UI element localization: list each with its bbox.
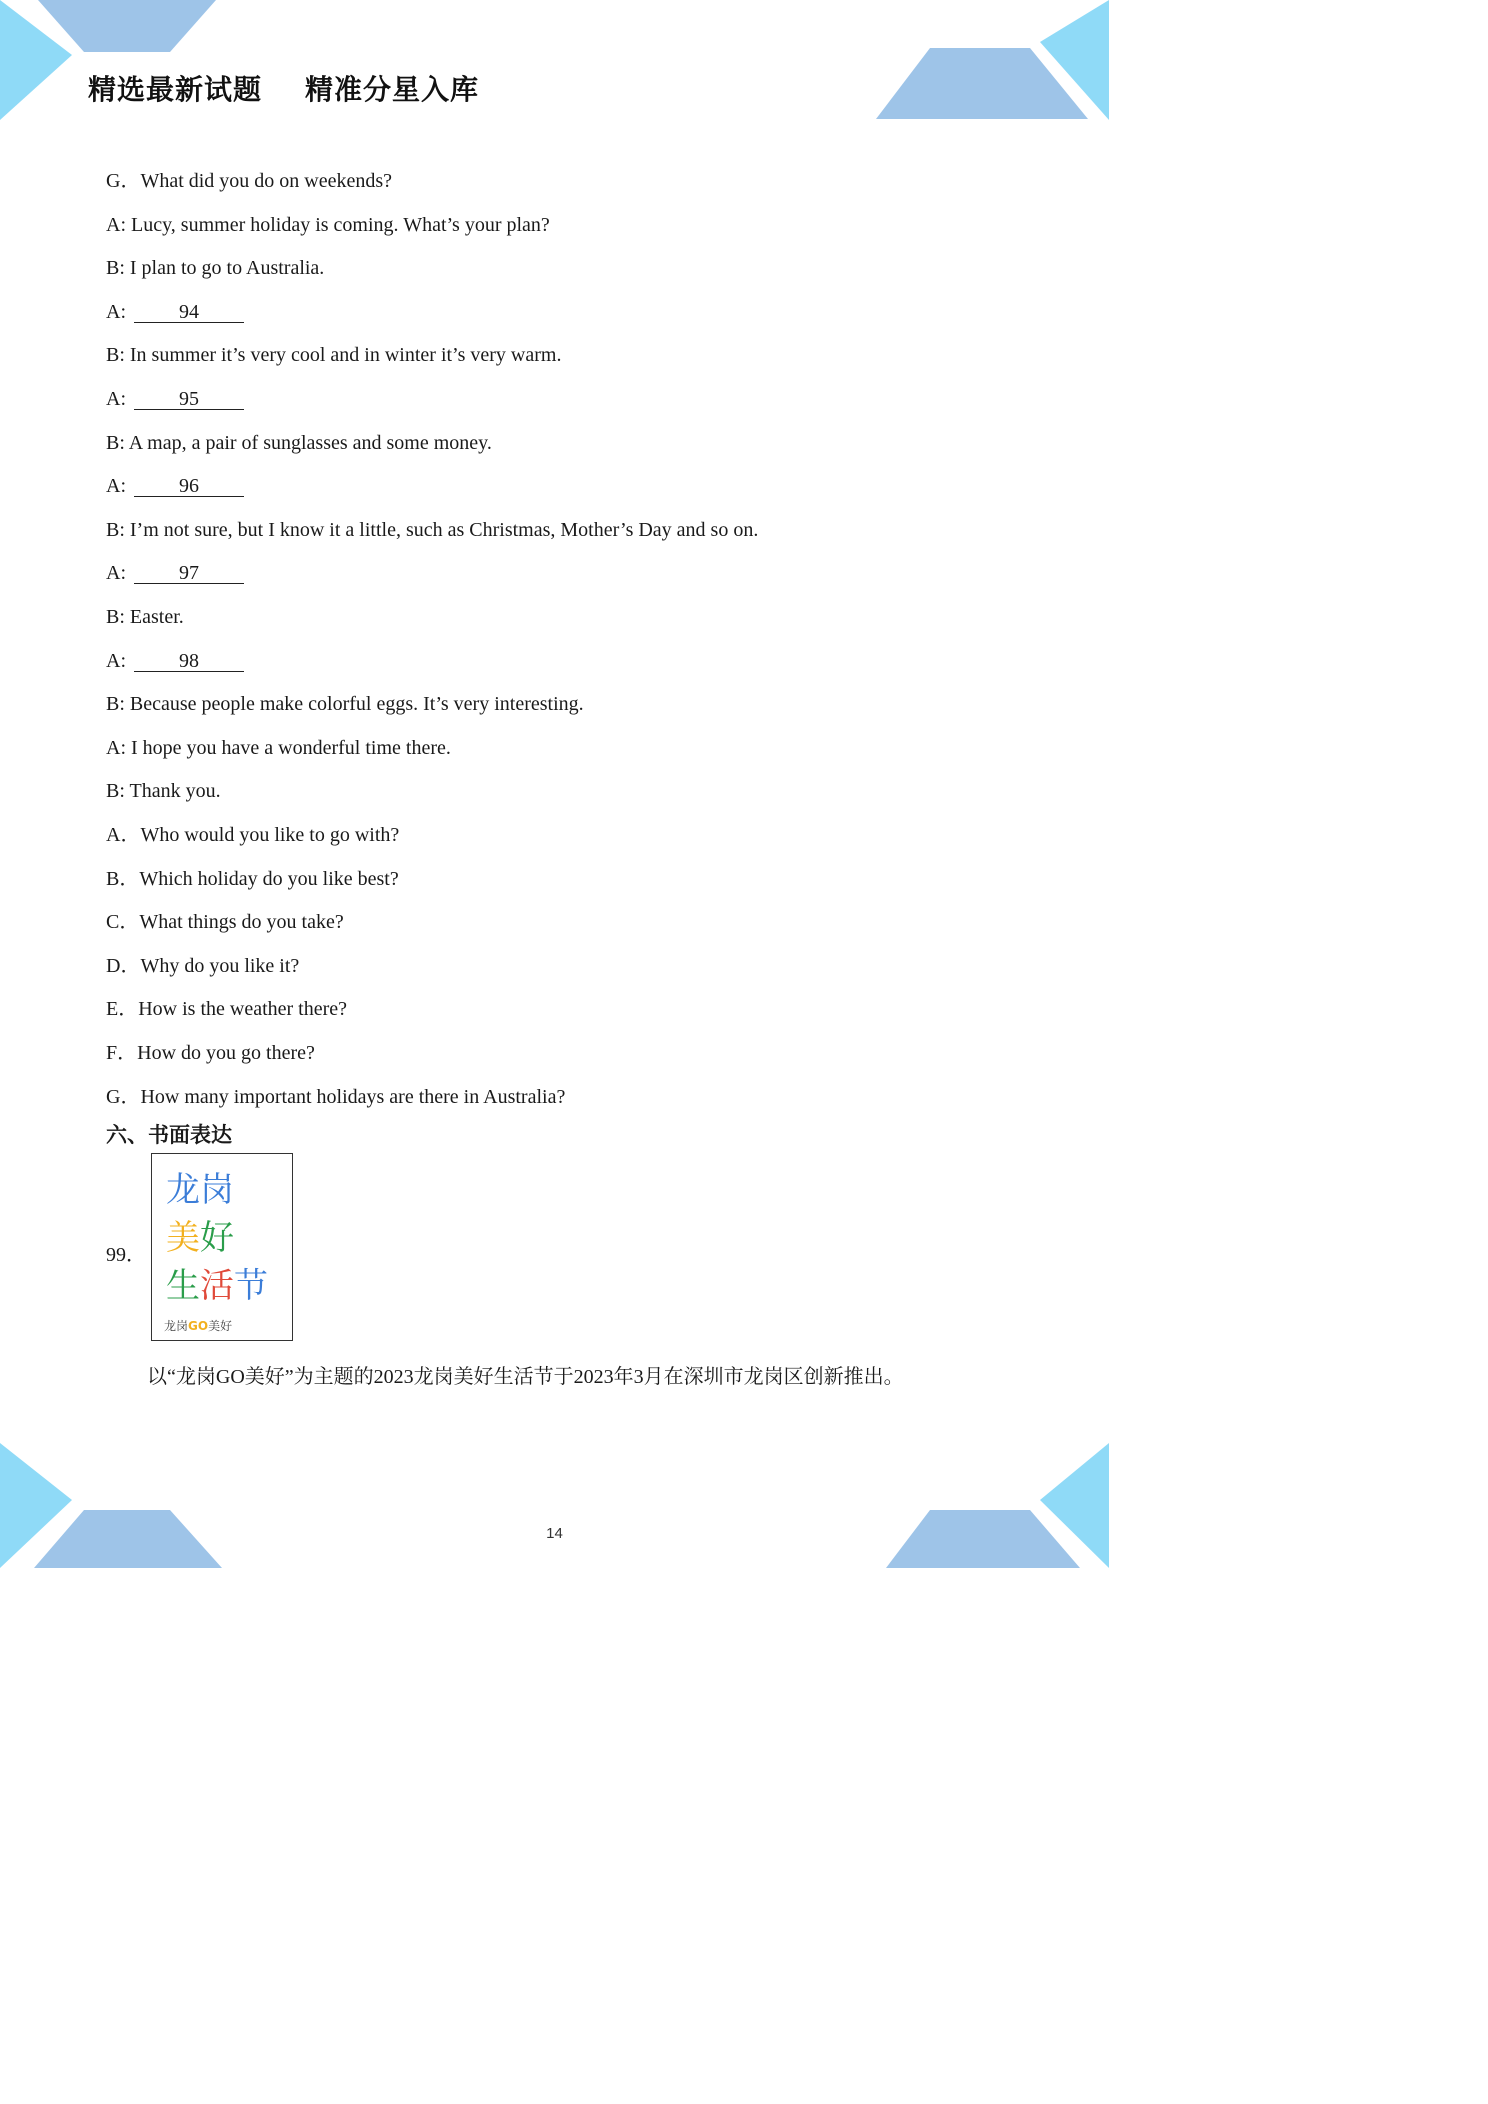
- logo-row: [166, 1268, 268, 1304]
- speaker-label: A:: [106, 562, 126, 585]
- logo-footer-left: 龙岗: [164, 1319, 189, 1333]
- dialogue-blank-line: [106, 649, 244, 673]
- page-number: 14: [546, 1525, 563, 1542]
- dialogue-line: B．Which holiday do you like best?: [106, 867, 399, 890]
- top-left-trapezoid: [38, 0, 216, 52]
- dialogue-line: D．Why do you like it?: [106, 954, 300, 977]
- logo-character: 岗: [200, 1170, 234, 1210]
- dialogue-line: B: Thank you.: [106, 780, 221, 803]
- speaker-label: A:: [106, 649, 126, 672]
- dialogue-blank-line: [106, 387, 244, 411]
- dialogue-line: A: Lucy, summer holiday is coming. What’s your plan?: [106, 213, 550, 236]
- answer-blank: 94: [134, 302, 244, 323]
- speaker-label: A:: [106, 475, 126, 498]
- festival-logo-image: [151, 1153, 293, 1341]
- logo-character: 龙: [166, 1170, 200, 1210]
- answer-blank: 97: [134, 563, 244, 584]
- dialogue-blank-line: [106, 300, 244, 324]
- logo-footer-right: 美好: [208, 1319, 233, 1333]
- dialogue-blank-line: [106, 474, 244, 498]
- logo-character: 美: [166, 1218, 200, 1258]
- dialogue-line: A: I hope you have a wonderful time there.: [106, 736, 451, 759]
- answer-blank: 95: [134, 389, 244, 410]
- speaker-label: A:: [106, 300, 126, 323]
- logo-footer: [164, 1317, 232, 1334]
- answer-blank: 98: [134, 651, 244, 672]
- dialogue-line: B: In summer it’s very cool and in winter it’s very warm.: [106, 344, 562, 367]
- dialogue-line: E．How is the weather there?: [106, 998, 348, 1021]
- dialogue-line: G．What did you do on weekends?: [106, 170, 393, 192]
- section-heading: 六、书面表达: [106, 1123, 232, 1147]
- question-number: 99．: [106, 1244, 146, 1266]
- dialogue-line: B: I plan to go to Australia.: [106, 257, 325, 280]
- dialogue-line: F．How do you go there?: [106, 1042, 315, 1064]
- logo-character: 生: [166, 1266, 200, 1306]
- dialogue-line: A．Who would you like to go with?: [106, 824, 400, 846]
- logo-footer-go: GO: [188, 1319, 209, 1333]
- dialogue-line: C．What things do you take?: [106, 911, 344, 934]
- dialogue-line: B: I’m not sure, but I know it a little, such as Christmas, Mother’s Day and so on.: [106, 518, 759, 541]
- dialogue-line: B: Easter.: [106, 606, 184, 628]
- dialogue-blank-line: [106, 561, 244, 585]
- essay-prompt: 以“龙岗GO美好”为主题的2023龙岗美好生活节于2023年3月在深圳市龙岗区创新推出。: [147, 1366, 904, 1388]
- answer-blank: 96: [134, 476, 244, 497]
- dialogue-line: G．How many important holidays are there in Australia?: [106, 1085, 566, 1108]
- logo-character: 好: [200, 1218, 234, 1258]
- header-title: 精选最新试题 精准分星入库: [88, 73, 479, 106]
- logo-row: [166, 1172, 234, 1208]
- logo-character: 节: [234, 1266, 268, 1306]
- logo-character: 活: [200, 1266, 234, 1306]
- dialogue-line: B: Because people make colorful eggs. It’s very interesting.: [106, 693, 584, 716]
- speaker-label: A:: [106, 388, 126, 410]
- dialogue-line: B: A map, a pair of sunglasses and some money.: [106, 431, 492, 454]
- logo-row: [166, 1220, 234, 1256]
